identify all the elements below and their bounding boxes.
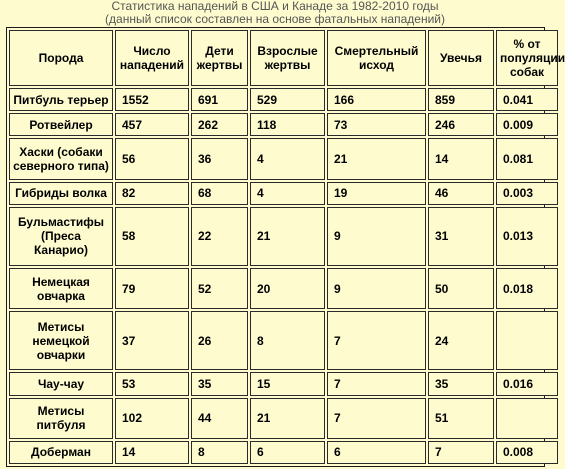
cell-child-victims: 44 — [191, 398, 248, 439]
cell-adult-victims: 4 — [250, 138, 325, 179]
cell-population-percent: 0.003 — [496, 182, 558, 205]
cell-maimings: 7 — [428, 441, 494, 464]
cell-fatalities: 9 — [327, 268, 426, 309]
table-row — [9, 398, 558, 439]
cell-fatalities: 9 — [327, 207, 426, 266]
cell-breed: Метисы немецкой овчарки — [9, 311, 113, 370]
cell-breed: Метисы питбуля — [9, 398, 113, 439]
table-row — [9, 372, 558, 395]
cell-fatalities: 7 — [327, 311, 426, 370]
table-row — [9, 138, 558, 179]
cell-child-victims: 691 — [191, 88, 248, 111]
cell-attacks: 37 — [115, 311, 189, 370]
cell-attacks: 58 — [115, 207, 189, 266]
header-attacks: Число нападений — [115, 30, 189, 86]
cell-attacks: 102 — [115, 398, 189, 439]
cell-attacks: 1552 — [115, 88, 189, 111]
cell-fatalities: 73 — [327, 113, 426, 136]
cell-fatalities: 21 — [327, 138, 426, 179]
cell-population-percent: 0.041 — [496, 88, 558, 111]
cell-child-victims: 26 — [191, 311, 248, 370]
cell-child-victims: 22 — [191, 207, 248, 266]
header-breed: Порода — [9, 30, 113, 86]
header-child-victims: Дети жертвы — [191, 30, 248, 86]
cell-child-victims: 68 — [191, 182, 248, 205]
cell-population-percent: 0.081 — [496, 138, 558, 179]
cell-adult-victims: 8 — [250, 311, 325, 370]
table-row — [9, 268, 558, 309]
cell-child-victims: 262 — [191, 113, 248, 136]
table-caption — [0, 0, 550, 26]
cell-adult-victims: 21 — [250, 207, 325, 266]
cell-adult-victims: 15 — [250, 372, 325, 395]
table-row — [9, 441, 558, 464]
cell-breed: Питбуль терьер — [9, 88, 113, 111]
cell-attacks: 82 — [115, 182, 189, 205]
cell-child-victims: 36 — [191, 138, 248, 179]
table-header-row — [9, 30, 558, 86]
cell-child-victims: 8 — [191, 441, 248, 464]
header-population-percent: % от популяции собак — [496, 30, 558, 86]
cell-maimings: 859 — [428, 88, 494, 111]
table-row — [9, 311, 558, 370]
caption-title: Статистика нападений в США и Канаде за 1982-2010 годы — [111, 0, 439, 13]
cell-maimings: 14 — [428, 138, 494, 179]
cell-breed: Немецкая овчарка — [9, 268, 113, 309]
cell-attacks: 457 — [115, 113, 189, 136]
header-maimings: Увечья — [428, 30, 494, 86]
cell-maimings: 50 — [428, 268, 494, 309]
cell-fatalities: 7 — [327, 398, 426, 439]
cell-attacks: 53 — [115, 372, 189, 395]
table-row — [9, 88, 558, 111]
cell-child-victims: 35 — [191, 372, 248, 395]
cell-attacks: 79 — [115, 268, 189, 309]
cell-maimings: 51 — [428, 398, 494, 439]
cell-population-percent: 0.013 — [496, 207, 558, 266]
cell-maimings: 31 — [428, 207, 494, 266]
cell-maimings: 246 — [428, 113, 494, 136]
cell-population-percent — [496, 311, 558, 370]
cell-population-percent: 0.016 — [496, 372, 558, 395]
attack-statistics-table — [6, 27, 565, 467]
cell-fatalities: 166 — [327, 88, 426, 111]
cell-child-victims: 52 — [191, 268, 248, 309]
cell-breed: Гибриды волка — [9, 182, 113, 205]
header-adult-victims: Взрослые жертвы — [250, 30, 325, 86]
cell-population-percent — [496, 398, 558, 439]
header-fatalities: Смертельный исход — [327, 30, 426, 86]
cell-fatalities: 7 — [327, 372, 426, 395]
cell-maimings: 46 — [428, 182, 494, 205]
cell-population-percent: 0.018 — [496, 268, 558, 309]
cell-fatalities: 19 — [327, 182, 426, 205]
table-row — [9, 207, 558, 266]
cell-population-percent: 0.009 — [496, 113, 558, 136]
caption-subtitle: (данный список составлен на основе фатальных нападений) — [105, 12, 445, 26]
cell-adult-victims: 529 — [250, 88, 325, 111]
cell-breed: Чау-чау — [9, 372, 113, 395]
cell-attacks: 14 — [115, 441, 189, 464]
cell-adult-victims: 20 — [250, 268, 325, 309]
cell-population-percent: 0.008 — [496, 441, 558, 464]
cell-adult-victims: 4 — [250, 182, 325, 205]
table-row — [9, 113, 558, 136]
cell-fatalities: 6 — [327, 441, 426, 464]
statistics-table — [7, 28, 565, 466]
table-row — [9, 182, 558, 205]
cell-breed: Бульмастифы (Преса Канарио) — [9, 207, 113, 266]
cell-adult-victims: 21 — [250, 398, 325, 439]
cell-maimings: 24 — [428, 311, 494, 370]
cell-breed: Доберман — [9, 441, 113, 464]
cell-breed: Ротвейлер — [9, 113, 113, 136]
table-body — [9, 88, 558, 464]
cell-maimings: 35 — [428, 372, 494, 395]
cell-adult-victims: 6 — [250, 441, 325, 464]
cell-breed: Хаски (собаки северного типа) — [9, 138, 113, 179]
cell-attacks: 56 — [115, 138, 189, 179]
cell-adult-victims: 118 — [250, 113, 325, 136]
